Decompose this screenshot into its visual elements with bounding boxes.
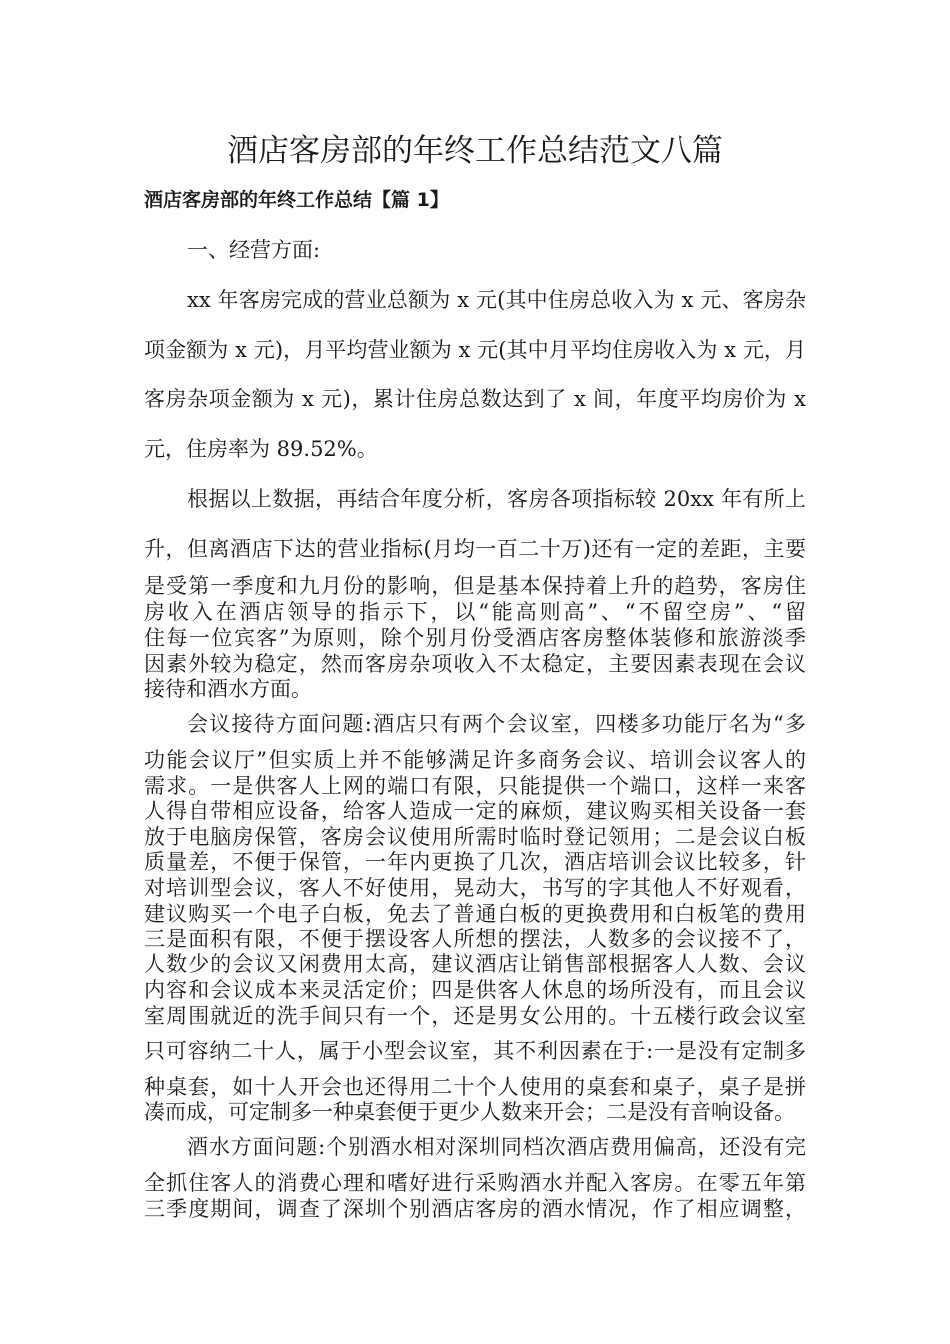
paragraph-line: 全抓住客人的消费心理和嗜好进行采购酒水并配入客房。在零五年第 xyxy=(144,1171,806,1195)
paragraph-line: 是受第一季度和九月份的影响，但是基本保持着上升的趋势，客房住 xyxy=(144,574,806,598)
paragraph-line: 因素外较为稳定，然而客房杂项收入不太稳定，主要因素表现在会议 xyxy=(144,652,806,676)
paragraph-line: 只可容纳二十人，属于小型会议室，其不利因素在于:一是没有定制多 xyxy=(144,1039,806,1063)
paragraph-line: 放于电脑房保管，客房会议使用所需时临时登记领用；二是会议白板 xyxy=(144,825,806,849)
paragraph-line: 会议接待方面问题:酒店只有两个会议室，四楼多功能厅名为“多 xyxy=(187,712,806,736)
paragraph-line: 需求。一是供客人上网的端口有限，只能提供一个端口，这样一来客 xyxy=(144,774,806,798)
paragraph-line: 接待和酒水方面。 xyxy=(144,677,312,701)
paragraph-line: 一、经营方面: xyxy=(187,238,321,262)
paragraph-line: 人数少的会议又闲费用太高，建议酒店让销售部根据客人人数、会议 xyxy=(144,952,806,976)
paragraph-line: 三是面积有限，不便于摆设客人所想的摆法，人数多的会议接不了， xyxy=(144,927,806,951)
paragraph-line: 元，住房率为 89.52%。 xyxy=(144,437,378,461)
paragraph-line: 项金额为 x 元)，月平均营业额为 x 元(其中月平均住房收入为 x 元，月 xyxy=(144,338,806,362)
paragraph-line: 升，但离酒店下达的营业指标(月均一百二十万)还有一定的差距，主要 xyxy=(144,537,806,561)
paragraph-line: 对培训型会议，客人不好使用，晃动大，书写的字其他人不好观看， xyxy=(144,876,806,900)
paragraph-line: 根据以上数据，再结合年度分析，客房各项指标较 20xx 年有所上 xyxy=(187,487,806,511)
paragraph-line: xx 年客房完成的营业总额为 x 元(其中住房总收入为 x 元、客房杂 xyxy=(187,288,806,312)
paragraph-line: 酒水方面问题:个别酒水相对深圳同档次酒店费用偏高，还没有完 xyxy=(187,1135,806,1159)
paragraph-line: 室周围就近的洗手间只有一个，还是男女公用的。十五楼行政会议室 xyxy=(144,1004,806,1028)
section-heading: 酒店客房部的年终工作总结【篇 1】 xyxy=(144,189,449,211)
paragraph-line: 质量差，不便于保管，一年内更换了几次，酒店培训会议比较多，针 xyxy=(144,850,806,874)
paragraph-line: 客房杂项金额为 x 元)，累计住房总数达到了 x 间，年度平均房价为 x xyxy=(144,387,806,411)
paragraph-line: 凑而成，可定制多一种桌套便于更少人数来开会；二是没有音响设备。 xyxy=(144,1100,795,1124)
document-title: 酒店客房部的年终工作总结范文八篇 xyxy=(227,133,723,169)
paragraph-line: 功能会议厅”但实质上并不能够满足许多商务会议、培训会议客人的 xyxy=(144,748,806,772)
paragraph-line: 建议购买一个电子白板，免去了普通白板的更换费用和白板笔的费用 xyxy=(144,902,806,926)
paragraph-line: 内容和会议成本来灵活定价；四是供客人休息的场所没有，而且会议 xyxy=(144,978,806,1002)
paragraph-line: 三季度期间，调查了深圳个别酒店客房的酒水情况，作了相应调整， xyxy=(144,1197,806,1221)
paragraph-line: 住每一位宾客”为原则，除个别月份受酒店客房整体装修和旅游淡季 xyxy=(144,626,806,650)
paragraph-line: 房收入在酒店领导的指示下，以“能高则高”、“不留空房”、“留 xyxy=(144,600,806,624)
paragraph-line: 人得自带相应设备，给客人造成一定的麻烦，建议购买相关设备一套 xyxy=(144,799,806,823)
paragraph-line: 种桌套，如十人开会也还得用二十个人使用的桌套和桌子，桌子是拼 xyxy=(144,1075,806,1099)
